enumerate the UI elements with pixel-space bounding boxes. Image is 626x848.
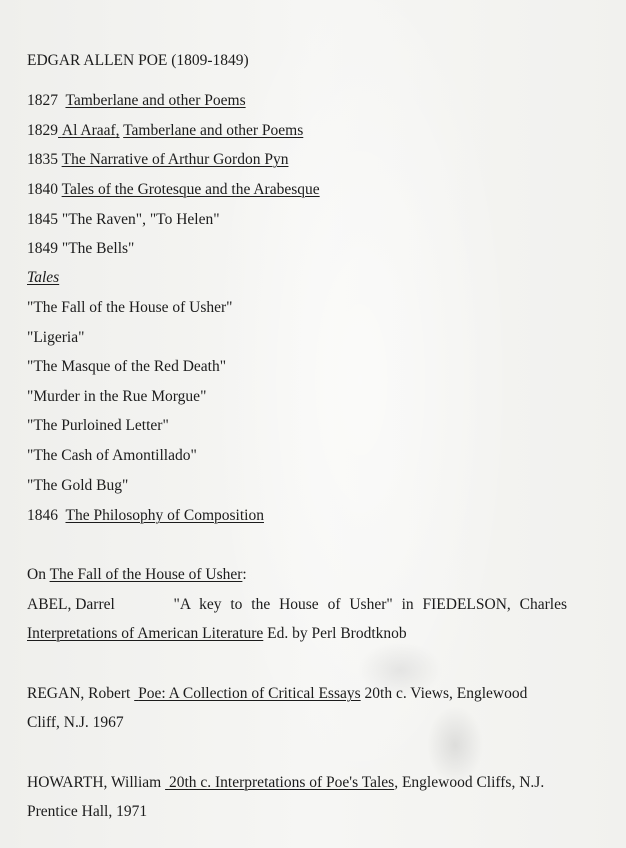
reference-rest: Prentice Hall, 1971 xyxy=(27,803,148,820)
work-text: "The Raven", "To Helen" xyxy=(61,211,220,228)
work-year: 1845 xyxy=(27,211,58,228)
reference-author: HOWARTH, William xyxy=(27,774,162,791)
work-title-2: Tamberlane and other Poems xyxy=(123,122,304,139)
reference-rest: 20th c. Views, Englewood xyxy=(364,685,528,702)
reference-rest: , Englewood Cliffs, N.J. xyxy=(394,774,545,791)
essay-title: The Philosophy of Composition xyxy=(65,507,264,524)
reference-title: 20th c. Interpretations of Poe's Tales xyxy=(168,774,395,791)
work-1835 xyxy=(27,151,288,169)
work-1845 xyxy=(27,211,220,229)
reference-regan-line1 xyxy=(27,685,527,703)
work-year: 1829 xyxy=(27,122,58,139)
reference-rest: Ed. by Perl Brodtknob xyxy=(267,625,407,642)
tale-item: "The Cash of Amontillado" xyxy=(27,447,197,464)
reference-abel-line2 xyxy=(27,625,407,643)
usher-intro: On The Fall of the House of Usher: xyxy=(27,566,247,583)
work-title: Tales of the Grotesque and the Arabesque xyxy=(61,181,320,198)
essay-1846 xyxy=(27,507,264,525)
work-title: Tamberlane and other Poems xyxy=(65,92,246,109)
document-heading: EDGAR ALLEN POE (1809-1849) xyxy=(27,52,249,69)
essay-year: 1846 xyxy=(27,507,58,524)
work-1840 xyxy=(27,181,320,199)
work-year: 1849 xyxy=(27,240,58,257)
reference-title: Poe: A Collection of Critical Essays xyxy=(138,685,361,702)
reference-rest: Cliff, N.J. 1967 xyxy=(27,714,124,731)
tale-item: "The Purloined Letter" xyxy=(27,417,169,434)
reference-quote: "A key to the House of Usher" in FIEDELSON, Charles xyxy=(173,596,567,613)
reference-howarth-line2 xyxy=(27,803,147,821)
work-year: 1827 xyxy=(27,92,58,109)
tale-item: "The Masque of the Red Death" xyxy=(27,358,227,375)
reference-abel-line1 xyxy=(27,596,567,614)
tale-item: "The Fall of the House of Usher" xyxy=(27,299,233,316)
tale-item: "The Gold Bug" xyxy=(27,477,129,494)
tales-heading: Tales xyxy=(27,269,60,286)
work-1827 xyxy=(27,92,246,110)
usher-title: The Fall of the House of Usher xyxy=(49,566,243,583)
work-title: The Narrative of Arthur Gordon Pyn xyxy=(61,151,289,168)
tale-item: "Murder in the Rue Morgue" xyxy=(27,388,207,405)
reference-title: Interpretations of American Literature xyxy=(27,625,264,642)
work-year: 1840 xyxy=(27,181,58,198)
work-text: "The Bells" xyxy=(61,240,135,257)
work-year: 1835 xyxy=(27,151,58,168)
work-title: Al Araaf, xyxy=(61,122,120,139)
reference-howarth-line1 xyxy=(27,774,544,792)
work-1829 xyxy=(27,122,303,140)
work-1849 xyxy=(27,240,134,258)
reference-author: ABEL, Darrel xyxy=(27,596,115,613)
tale-item: "Ligeria" xyxy=(27,329,85,346)
reference-author: REGAN, Robert xyxy=(27,685,131,702)
reference-regan-line2 xyxy=(27,714,124,732)
